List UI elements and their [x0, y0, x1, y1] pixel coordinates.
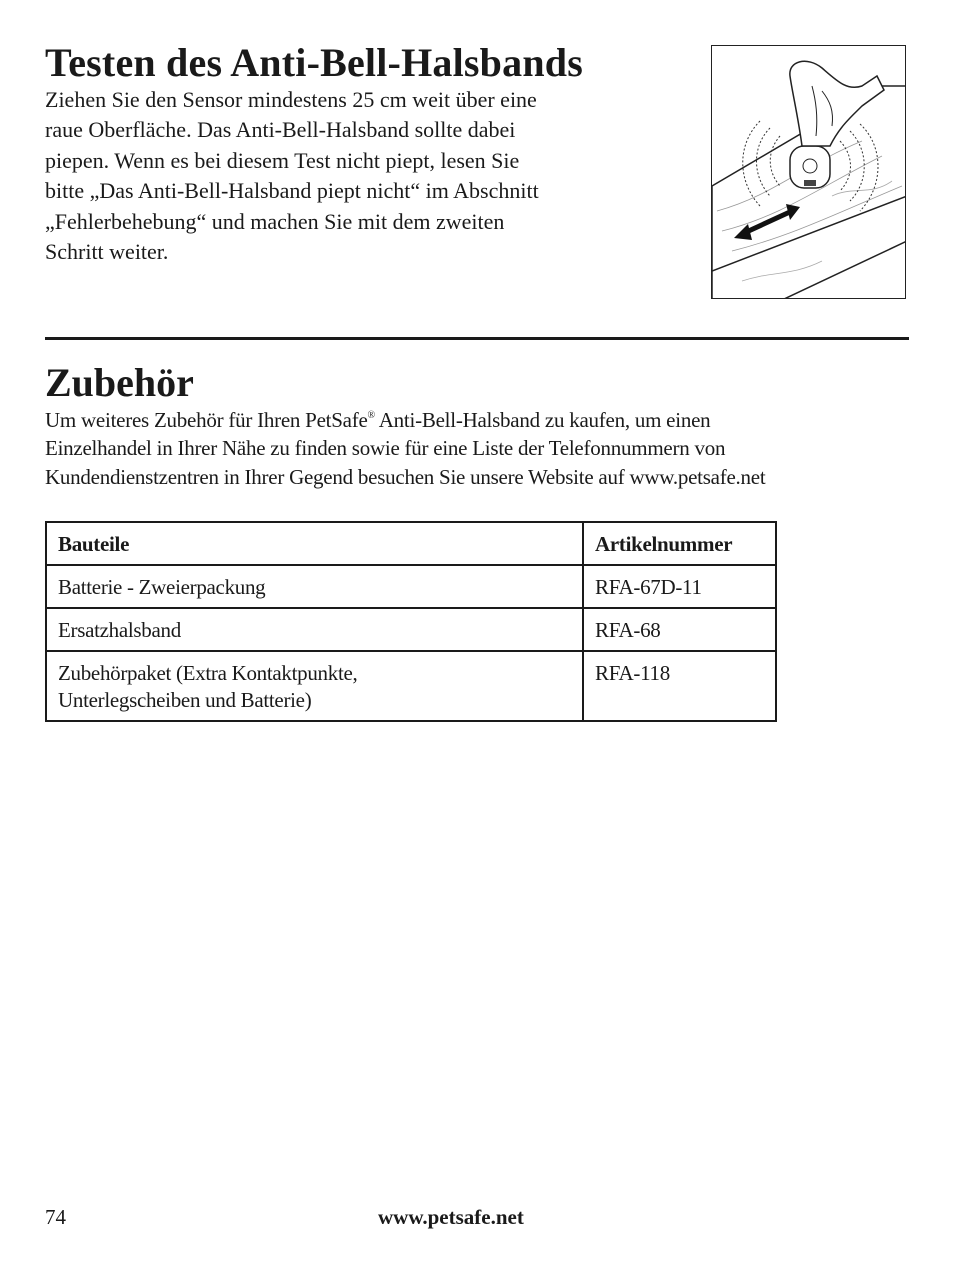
sensor-test-illustration [711, 45, 906, 299]
table-row [46, 608, 776, 651]
table-row [46, 565, 776, 608]
part-cell [46, 651, 583, 721]
accessories-table [45, 521, 777, 722]
part-cell-line: Unterlegscheiben und Batterie) [58, 688, 312, 712]
table-header-row [46, 522, 776, 565]
description-text: Anti-Bell-Halsband zu kaufen, um einen [374, 408, 711, 432]
section-divider [45, 337, 909, 340]
instruction-line: raue Oberfläche. Das Anti-Bell-Halsband sollte dabei [45, 117, 516, 143]
description-line: Einzelhandel in Ihrer Nähe zu finden sowie für eine Liste der Telefonnummern von [45, 436, 726, 461]
part-cell-line: Zubehörpaket (Extra Kontaktpunkte, [58, 661, 358, 685]
description-line [45, 406, 925, 434]
part-cell: Batterie - Zweierpackung [46, 565, 583, 608]
registered-mark: ® [367, 410, 375, 421]
instruction-line: piepen. Wenn es bei diesem Test nicht piept, lesen Sie [45, 147, 520, 173]
section-title-accessories: Zubehör [45, 360, 194, 405]
part-cell: Ersatzhalsband [46, 608, 583, 651]
instruction-line: bitte „Das Anti-Bell-Halsband piept nicht“ im Abschnitt [45, 178, 539, 204]
article-number-cell: RFA-67D-11 [583, 565, 776, 608]
column-header-part: Bauteile [46, 522, 583, 565]
article-number-cell: RFA-118 [583, 651, 776, 721]
accessories-description [45, 406, 925, 491]
instruction-line: „Fehlerbehebung“ und machen Sie mit dem zweiten [45, 208, 505, 234]
hand-dragging-sensor-icon [712, 46, 906, 299]
footer-website: www.petsafe.net [378, 1205, 524, 1229]
description-text: Um weiteres Zubehör für Ihren PetSafe [45, 408, 368, 432]
description-line: Kundendienstzentren in Ihrer Gegend besuchen Sie unsere Website auf www.petsafe.net [45, 464, 766, 489]
testing-instructions [45, 85, 685, 267]
article-number-cell: RFA-68 [583, 608, 776, 651]
section-title-testing: Testen des Anti-Bell-Halsbands [45, 40, 583, 85]
instruction-line: Schritt weiter. [45, 239, 169, 265]
page-number: 74 [45, 1205, 66, 1229]
table-row [46, 651, 776, 721]
column-header-article-number: Artikelnummer [583, 522, 776, 565]
instruction-line: Ziehen Sie den Sensor mindestens 25 cm weit über eine [45, 87, 537, 112]
